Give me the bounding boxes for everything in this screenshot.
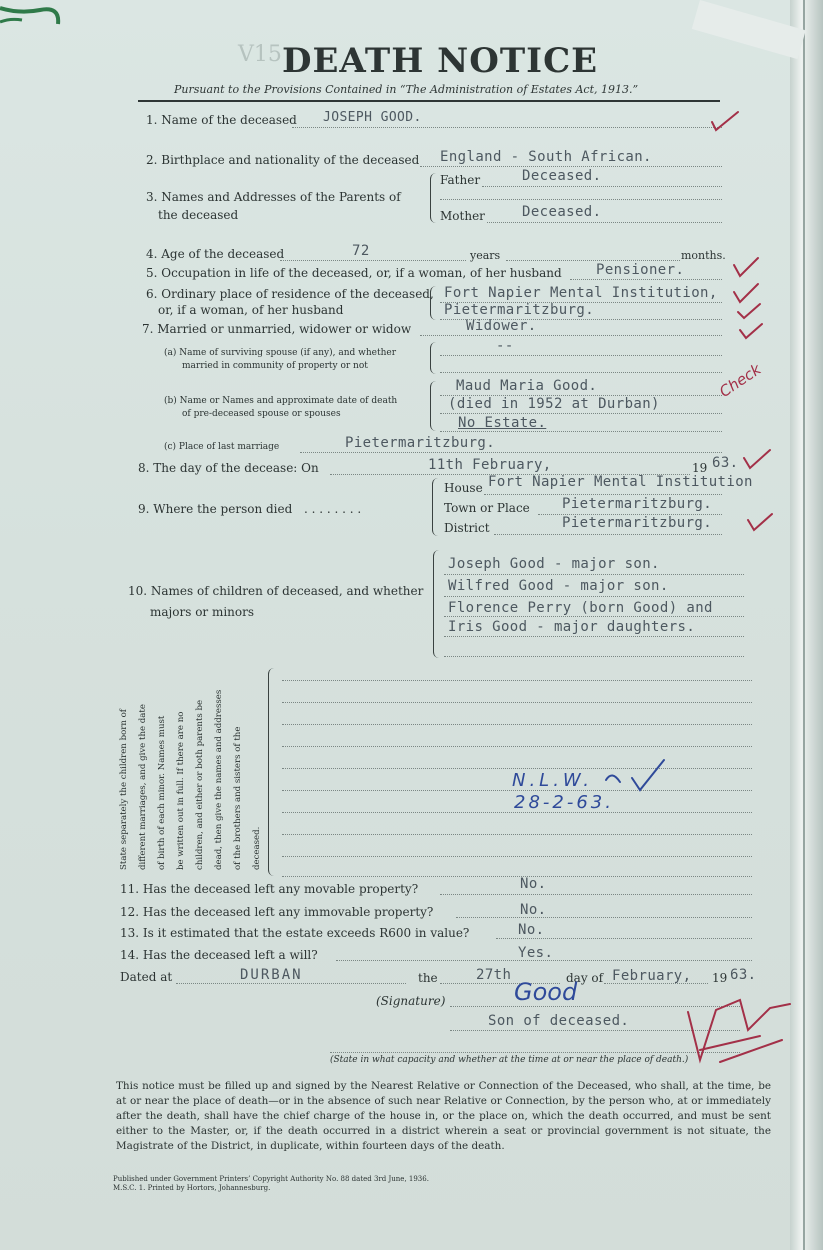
q6-brace (430, 286, 439, 320)
q7a-label-2: married in community of property or not (182, 361, 368, 371)
tick-q8 (744, 450, 770, 468)
q10-child-4: Iris Good - major daughters. (448, 619, 696, 635)
side-instruction-4: be written out in full. If there are no (176, 711, 186, 870)
dated-month: February, (612, 968, 692, 984)
q3-mother-line (487, 222, 722, 223)
q4-value: 72 (352, 243, 370, 259)
side-instruction-6: dead, then give the names and addresses (214, 689, 224, 870)
q5-label: 5. Occupation in life of the deceased, or, if a woman, of her husband (146, 266, 562, 280)
q3-label-1: 3. Names and Addresses of the Parents of (146, 190, 401, 204)
q11-value: No. (520, 876, 547, 892)
q6-line-1 (440, 302, 722, 303)
capacity-line-1 (450, 1030, 740, 1031)
q9-district-value: Pietermaritzburg. (562, 515, 713, 531)
q1-line (292, 127, 722, 128)
q3-mother-label: Mother (440, 209, 485, 223)
signature-capacity: Son of deceased. (488, 1013, 630, 1029)
q7a-line-1 (440, 355, 722, 356)
q2-value: England - South African. (440, 149, 652, 165)
faint-show-through-text: V15 (238, 42, 282, 67)
q9-house-value: Fort Napier Mental Institution (488, 474, 753, 490)
signature-label: (Signature) (376, 994, 446, 1008)
q8-label: 8. The day of the decease: On (138, 461, 319, 475)
tick-q6a (734, 284, 758, 302)
q7-label: 7. Married or unmarried, widower or widow (142, 322, 412, 336)
q11-label: 11. Has the deceased left any movable property? (120, 882, 419, 896)
q3-father-value: Deceased. (522, 168, 602, 184)
capacity-line-2 (330, 1052, 740, 1053)
q7a-value: -- (496, 338, 514, 354)
q10-line-2 (444, 596, 744, 597)
side-instruction-7: of the brothers and sisters of the (233, 726, 243, 870)
q12-value: No. (520, 902, 547, 918)
q6-value-2: Pietermaritzburg. (444, 302, 595, 318)
binding-string (0, 0, 70, 40)
q7-line (420, 335, 722, 336)
scan-folded-corner (692, 0, 806, 59)
tick-q9 (748, 514, 772, 530)
q2-line (420, 166, 722, 167)
q3-father-label: Father (440, 173, 481, 187)
q12-label: 12. Has the deceased left any immovable property? (120, 905, 434, 919)
dated-day-of-label: day of (566, 971, 604, 985)
q9-house-line (484, 494, 722, 495)
q3-label-2: the deceased (158, 208, 239, 222)
dated-label: Dated at (120, 970, 173, 984)
q9-label: 9. Where the person died (138, 502, 293, 516)
dated-the-label: the (418, 971, 438, 985)
q7b-line-1 (440, 395, 722, 396)
side-instruction-3: of birth of each minor. Names must (157, 715, 167, 870)
tick-q7 (740, 324, 762, 338)
q7a-brace (430, 342, 439, 374)
side-instruction-1: State separately the children born of (119, 709, 129, 870)
page-subtitle: Pursuant to the Provisions Contained in “The Administration of Estates Act, 1913.” (174, 83, 639, 96)
q4-months-line (506, 260, 680, 261)
q7b-brace (430, 381, 439, 431)
side-instruction-5: children, and either or both parents be (195, 699, 205, 870)
title-rule (138, 100, 720, 102)
q9-district-line (494, 534, 722, 535)
q8-year-prefix: 19 (692, 461, 708, 475)
q9-town-label: Town or Place (444, 501, 530, 515)
q10-line-3 (444, 616, 744, 617)
q1-value: JOSEPH GOOD. (323, 110, 422, 125)
dated-year: 63. (730, 967, 757, 983)
q10-brace (433, 550, 442, 658)
q3-blank-line (440, 199, 722, 200)
marginal-check-note: Check (716, 360, 765, 401)
q3-brace (430, 173, 439, 223)
q13-value: No. (518, 922, 545, 938)
q10-line-4 (444, 636, 744, 637)
q7b-label-2: of pre-deceased spouse or spouses (182, 409, 341, 419)
q6-label-1: 6. Ordinary place of residence of the deceased, (146, 287, 434, 301)
notice-text: This notice must be filled up and signed by the Nearest Relative or Connection of the Deceased, who shall, at the time, be at or near the place of death—or in the absence of such near Relative or Connection, by the person who, at or immediately after the death, shall have the chief charge of the house in, or the place on, which the death occurred, and must be sent either to the Master, or, if the death occurred in a district wherein a seat or provincial government is not situate, the Magistrate of the District, in duplicate, within fourteen days of the death. (116, 1080, 771, 1152)
q10-line-5 (444, 656, 744, 657)
page-title: DEATH NOTICE (282, 41, 599, 81)
q10-label-2: majors or minors (150, 605, 255, 619)
signature-line (450, 1006, 740, 1007)
q9-town-value: Pietermaritzburg. (562, 496, 713, 512)
q7b-value-3: No Estate. (458, 415, 547, 431)
q7b-value-2: (died in 1952 at Durban) (448, 396, 660, 412)
q9-brace (432, 478, 441, 536)
side-instruction-8: deceased. (252, 826, 262, 870)
q9-house-label: House (444, 481, 483, 495)
dated-year-prefix: 19 (712, 971, 728, 985)
q7a-line-2 (440, 372, 722, 373)
dated-month-line (604, 983, 708, 984)
q9-district-label: District (444, 521, 490, 535)
q4-label: 4. Age of the deceased (146, 247, 285, 261)
q9-label-dots: . . . . . . . . (304, 502, 362, 516)
q10-child-3: Florence Perry (born Good) and (448, 600, 713, 616)
q5-line (570, 279, 722, 280)
q4-months-label: months. (681, 249, 726, 262)
q5-value: Pensioner. (596, 262, 685, 278)
q6-label-2: or, if a woman, of her husband (158, 303, 344, 317)
q7c-label: (c) Place of last marriage (164, 442, 280, 452)
annotation-initials: N.L.W. (512, 770, 593, 791)
q7b-line-2 (440, 413, 722, 414)
scan-page-edge-line (803, 0, 805, 1250)
q1-label: 1. Name of the deceased (146, 113, 297, 127)
q8-year: 63. (712, 455, 739, 471)
q4-years-line (280, 260, 466, 261)
q4-years-label: years (470, 249, 501, 262)
q7a-label-1: (a) Name of surviving spouse (if any), and whether (164, 348, 396, 358)
q3-father-line (482, 186, 722, 187)
side-instruction-brace (268, 668, 277, 876)
q14-value: Yes. (518, 945, 554, 961)
q6-value-1: Fort Napier Mental Institution, (444, 285, 718, 301)
q11-line (440, 894, 752, 895)
footer-line-1: Published under Government Printers’ Copyright Authority No. 88 dated 3rd June, 1936. (113, 1175, 429, 1183)
tick-q5 (734, 258, 758, 276)
q8-value: 11th February, (428, 457, 552, 473)
q7c-value: Pietermaritzburg. (345, 435, 496, 451)
dated-day: 27th (476, 967, 512, 983)
q7b-line-3 (440, 431, 722, 432)
q14-label: 14. Has the deceased left a will? (120, 948, 318, 962)
q10-label-1: 10. Names of children of deceased, and whether (128, 584, 424, 598)
footer-line-2: M.S.C. 1. Printed by Hortors, Johannesburg. (113, 1184, 271, 1192)
side-instruction-2: different marriages, and give the date (138, 704, 148, 870)
dated-place-line (176, 983, 406, 984)
scan-page-edge (790, 0, 823, 1250)
signature: Good (514, 978, 578, 1006)
q7-value: Widower. (466, 318, 537, 334)
q10-child-2: Wilfred Good - major son. (448, 578, 669, 594)
capacity-label: (State in what capacity and whether at the time at or near the place of death.) (330, 1055, 689, 1065)
q10-child-1: Joseph Good - major son. (448, 556, 660, 572)
q2-label: 2. Birthplace and nationality of the deceased (146, 153, 420, 167)
q7b-value-1: Maud Maria Good. (456, 378, 598, 394)
q7b-label-1: (b) Name or Names and approximate date of death (164, 396, 398, 406)
q3-mother-value: Deceased. (522, 204, 602, 220)
q10-line-1 (444, 574, 744, 575)
annotation-date: 28-2-63. (514, 792, 614, 813)
q13-line (496, 938, 752, 939)
q12-line (456, 917, 752, 918)
q13-label: 13. Is it estimated that the estate exceeds R600 in value? (120, 926, 470, 940)
q7c-line (300, 452, 722, 453)
tick-q6b (738, 304, 760, 318)
dated-place: DURBAN (240, 967, 303, 983)
